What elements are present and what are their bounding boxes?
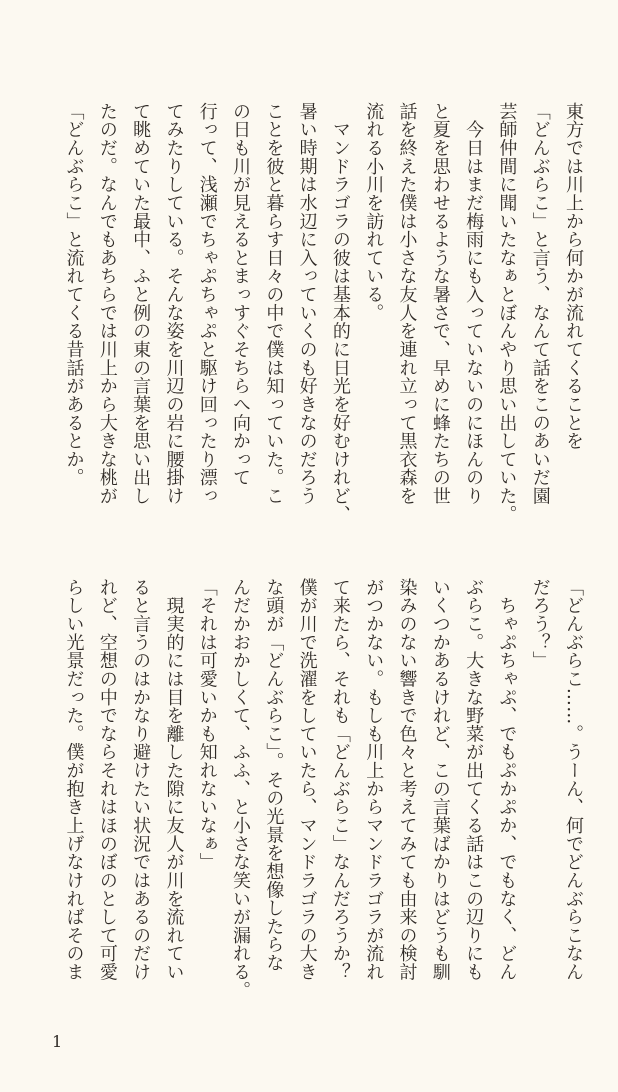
text-line: な頭が「どんぶらこ」。その光景を想像したらな — [263, 578, 285, 973]
text-line: 話を終えた僕は小さな友人を連れ立って黒衣森を — [396, 102, 418, 506]
text-block-bottom — [57, 578, 590, 998]
text-line: 東方では川上から何かが流れてくることを — [563, 102, 584, 451]
text-block-top — [57, 102, 590, 522]
text-line: らしい光景だった。僕が抱き上げなければそのま — [63, 578, 85, 982]
text-line: 「どんぶらこ」と流れてくる昔話があるとか。 — [63, 102, 85, 487]
text-line: と夏を思わせるような暑さで、早めに蜂たちの世 — [429, 102, 451, 506]
text-line: 僕が川で洗濯をしていたら、マンドラゴラの大き — [296, 578, 318, 982]
text-line: 「どんぶらこ」と言う、なんて話をこのあいだ園 — [529, 102, 551, 506]
text-line: ぶらこ。大きな野菜が出てくる話はこの辺りにも — [463, 578, 485, 982]
text-line: マンドラゴラの彼は基本的に日光を好むけれど、 — [329, 102, 351, 524]
text-line: たのだ。なんでもあちらでは川上から大きな桃が — [96, 102, 118, 506]
text-line: 流れる小川を訪れている。 — [363, 102, 385, 322]
text-line: の日も川が見えるとまっすぐそちらへ向かって — [230, 102, 252, 487]
text-line: 暑い時期は水辺に入っていくのも好きなのだろう — [296, 102, 318, 506]
page-number: 1 — [52, 1032, 63, 1051]
text-line: てみたりしている。そんな姿を川辺の岩に腰掛け — [163, 102, 185, 506]
text-line: 今日はまだ梅雨にも入っていないのにほんのり — [463, 102, 485, 506]
text-line: いくつかあるけれど、この言葉ばかりはどうも馴 — [429, 578, 451, 982]
text-line: て眺めていた最中、ふと例の東の言葉を思い出し — [130, 102, 152, 506]
text-line: 現実的には目を離した隙に友人が川を流れてい — [163, 578, 185, 982]
text-line: がつかない。もしも川上からマンドラゴラが流れ — [363, 578, 385, 982]
text-line: ると言うのはかなり避けたい状況ではあるのだけ — [130, 578, 152, 982]
text-line: だろう？」 — [529, 578, 551, 670]
text-line: て来たら、それも「どんぶらこ」なんだろうか？ — [329, 578, 351, 982]
text-line: ちゃぷちゃぷ、でもぷかぷか、でもなく、どん — [496, 578, 518, 982]
text-line: んだかおかしくて、ふふ、と小さな笑いが漏れる。 — [230, 578, 252, 1000]
text-line: 芸師仲間に聞いたなぁとぼんやり思い出していた。 — [496, 102, 518, 524]
text-line: れど、空想の中でならそれはほのぼのとして可愛 — [96, 578, 118, 982]
text-line: ことを彼と暮らす日々の中で僕は知っていた。こ — [263, 102, 285, 506]
text-line: 行って、浅瀬でちゃぷちゃぷと駆け回ったり漂っ — [196, 102, 218, 506]
text-line: 「どんぶらこ……。うーん、何でどんぶらこなん — [563, 578, 584, 982]
text-line: 染みのない響きで色々と考えてみても由来の検討 — [396, 578, 418, 982]
text-line: 「それは可愛いかも知れないなぁ」 — [196, 578, 218, 872]
